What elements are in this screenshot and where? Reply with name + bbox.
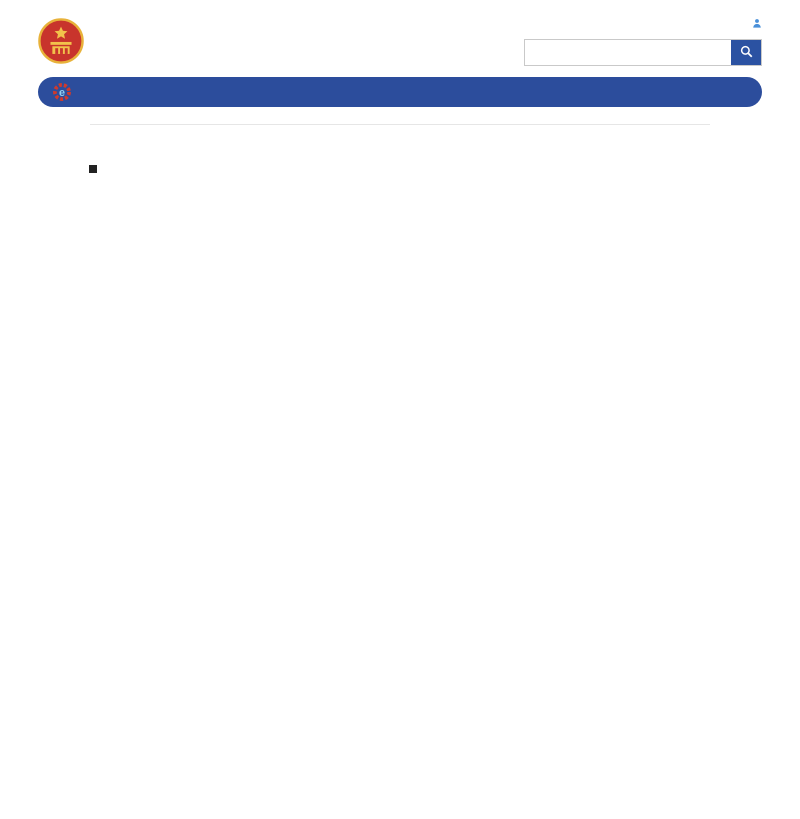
search-icon xyxy=(739,44,754,62)
site-header xyxy=(0,0,800,66)
search-button[interactable] xyxy=(731,40,761,65)
search-input[interactable] xyxy=(525,40,731,65)
national-emblem-icon xyxy=(38,18,84,64)
main-nav xyxy=(38,77,762,107)
mascot-icon xyxy=(752,18,762,29)
svg-text:e: e xyxy=(58,86,66,99)
article-meta xyxy=(90,124,710,145)
highlight-red-box xyxy=(89,165,97,173)
quick-links xyxy=(524,18,762,29)
miit-logo-icon xyxy=(52,82,72,102)
search-bar xyxy=(524,39,762,66)
site-logo[interactable] xyxy=(38,15,94,66)
